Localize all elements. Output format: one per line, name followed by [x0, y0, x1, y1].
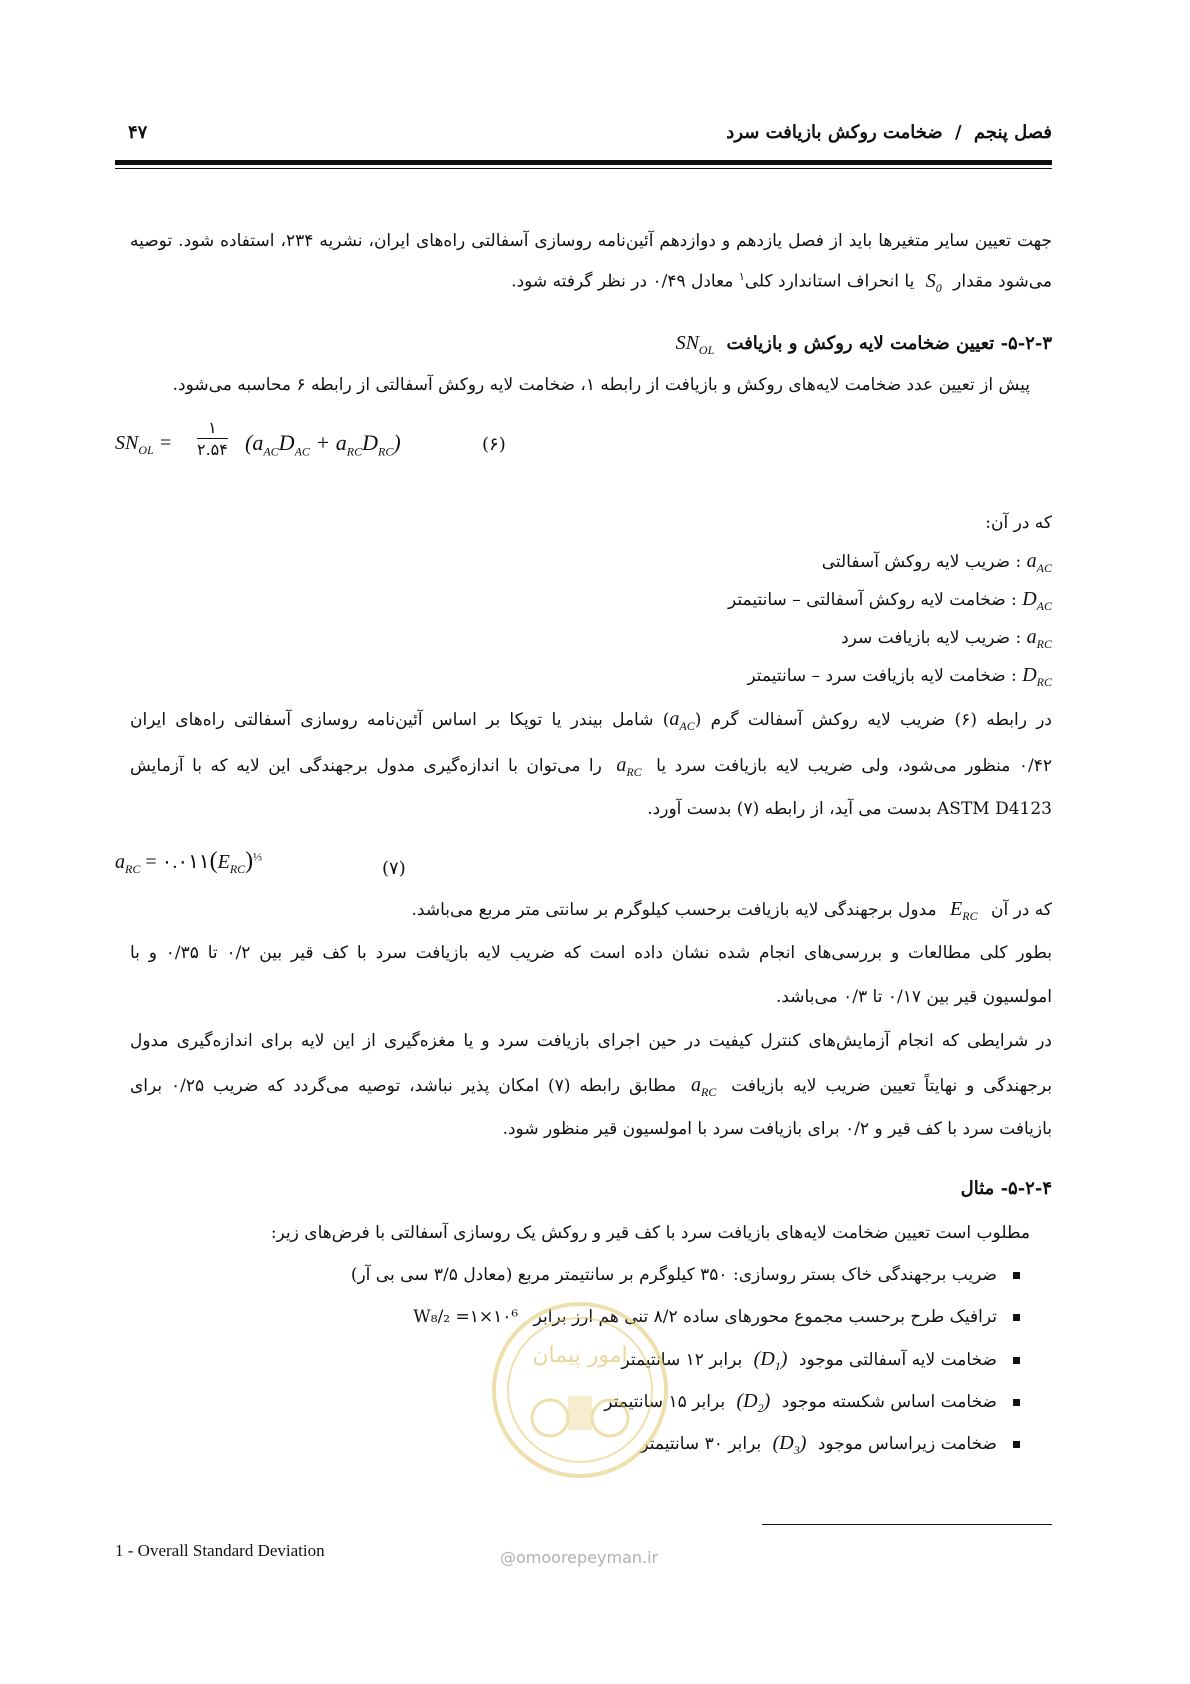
snol-symbol: $SN_{OL}$ [675, 332, 715, 357]
chapter-title: ضخامت روکش بازیافت سرد [726, 122, 943, 143]
bullet-marker [1013, 1314, 1020, 1321]
page-number: ۴۷ [128, 122, 148, 143]
chapter-label: فصل پنجم [973, 122, 1052, 143]
bullet-marker [1013, 1357, 1020, 1364]
bullet-marker [1013, 1441, 1020, 1448]
where-item-a-ac: $a_{AC}$ : ضریب لایه روکش آسفالتی [821, 550, 1052, 575]
s0-symbol: $S_0$ [925, 269, 942, 295]
footnote-mark: ۱ [738, 270, 745, 283]
bullet-marker [1013, 1399, 1020, 1406]
eq6-number: (۶) [482, 434, 506, 455]
example-bullet-4: ضخامت اساس شکسته موجود $(D_2)$ برابر ۱۵ سانتیمتر [604, 1388, 1020, 1421]
section-heading-5-2-4: ۵-۲-۴- مثال [960, 1178, 1052, 1199]
bullet-marker [1013, 1272, 1020, 1279]
where-item-a-rc: $a_{RC}$ : ضریب لایه بازیافت سرد [841, 626, 1052, 651]
watermark-logo [490, 1300, 670, 1480]
section-3-paragraph: پیش از تعیین عدد ضخامت لایه‌های روکش و بازیافت از رابطه ۱، ضخامت لایه روکش آسفالتی از رابطه ۶ محاسبه می‌شود. [172, 375, 1030, 395]
para-eq6-line-3: ASTM D4123 بدست می آید، از رابطه (۷) بدست آورد. [647, 799, 1052, 819]
example-bullet-1: ضریب برجهندگی خاک بستر روسازی: ۳۵۰ کیلوگرم بر سانتیمتر مربع (معادل ۳/۵ سی بی آر) [351, 1262, 1020, 1288]
footnote-text: 1 - Overall Standard Deviation [115, 1541, 325, 1560]
where-item-d-rc: $D_{RC}$ : ضخامت لایه بازیافت سرد – سانتیمتر [747, 664, 1052, 689]
section-heading-5-2-3: ۵-۲-۳- تعیین ضخامت لایه روکش و بازیافت $SN_{OL}$ [675, 332, 1052, 357]
footnote-rule [762, 1524, 1052, 1525]
watermark-logo-text: امور پیمان [532, 1343, 628, 1368]
eq6-rhs: $(a_{AC}D_{AC} + a_{RC}D_{RC})$ [245, 430, 401, 459]
header-rule-thin [115, 168, 1052, 169]
para-eq7-line-1: که در آن $E_{RC}$ مدول برجهندگی لایه بازیافت برحسب کیلوگرم بر سانتی متر مربع می‌باشد. [411, 898, 1052, 923]
equation-6 [115, 418, 415, 488]
example-bullet-2: ترافیک طرح برحسب مجموع محورهای ساده ۸/۲ تنی هم ارز برابر W₈/₂ =۱×۱۰⁶ [413, 1304, 1020, 1330]
equation-7: $a_{RC}$ = $۰.۰۱۱(E_{RC})^{\frac{1}{3}}$ [115, 848, 263, 876]
intro-line-2: می‌شود مقدار $S_0$ یا انحراف استاندارد کلی$^۱$ معادل ۰/۴۹ در نظر گرفته شود. [511, 269, 1052, 295]
eq7-number: (۷) [382, 858, 406, 879]
header-separator: / [954, 122, 962, 143]
example-bullet-5: ضخامت زیراساس موجود $(D_3)$ برابر ۳۰ سانتیمتر [640, 1430, 1020, 1463]
where-item-d-ac: $D_{AC}$ : ضخامت لایه روکش آسفالتی – سانتیمتر [728, 588, 1052, 613]
para-eq7-line-3: امولسیون قیر بین ۰/۱۷ تا ۰/۳ می‌باشد. [775, 987, 1052, 1007]
example-bullet-3: ضخامت لایه آسفالتی موجود $(D_1)$ برابر ۱۲ سانتیمتر [621, 1346, 1020, 1379]
running-header [726, 120, 1052, 146]
eq6-fraction: ۱ ۲.۵۴ [197, 418, 228, 459]
watermark-url: @omoorepeyman.ir [500, 1548, 659, 1567]
para-eq6-line-1: در رابطه (۶) ضریب لایه روکش آسفالت گرم $(a_{AC})$ شامل بیندر یا توپکا بر اساس آئین‌نامه روسازی آسفالتی راه‌های ایران [130, 708, 1052, 733]
para-cond-line-1: در شرایطی که انجام آزمایش‌های کنترل کیفیت در حین اجرای بازیافت سرد و یا مغزه‌گیری از این لایه برای اندازه‌گیری مدول [130, 1031, 1052, 1051]
para-cond-line-3: بازیافت سرد با کف قیر و ۰/۲ برای بازیافت سرد با امولسیون قیر منظور شود. [502, 1119, 1052, 1139]
para-eq7-line-2: بطور کلی مطالعات و بررسی‌های انجام شده نشان داده است که ضریب لایه بازیافت سرد با کف قیر بین ۰/۲ تا ۰/۳۵ و با [130, 943, 1052, 963]
para-eq6-line-2: ۰/۴۲ منظور می‌شود، ولی ضریب لایه بازیافت سرد یا $a_{RC}$ را می‌توان با اندازه‌گیری مدول برجهندگی این لایه که با آزمایش [130, 754, 1052, 779]
header-rule-thick [115, 160, 1052, 165]
para-cond-line-2: برجهندگی و نهایتاً تعیین ضریب لایه بازیافت $a_{RC}$ مطابق رابطه (۷) امکان پذیر نباشد، توصیه می‌گردد که ضریب ۰/۲۵ برای [130, 1074, 1053, 1099]
eq6-lhs: $SN_{OL}$ = [115, 432, 173, 457]
example-intro: مطلوب است تعیین ضخامت لایه‌های بازیافت سرد با کف قیر و روکش یک روسازی آسفالتی با فرض‌های زیر: [270, 1223, 1030, 1243]
intro-line-1: جهت تعیین سایر متغیرها باید از فصل یازدهم و دوازدهم آئین‌نامه روسازی آسفالتی راه‌های ایران، نشریه ۲۳۴، استفاده شود. توصیه [130, 231, 1052, 251]
where-intro: که در آن: [985, 513, 1052, 533]
